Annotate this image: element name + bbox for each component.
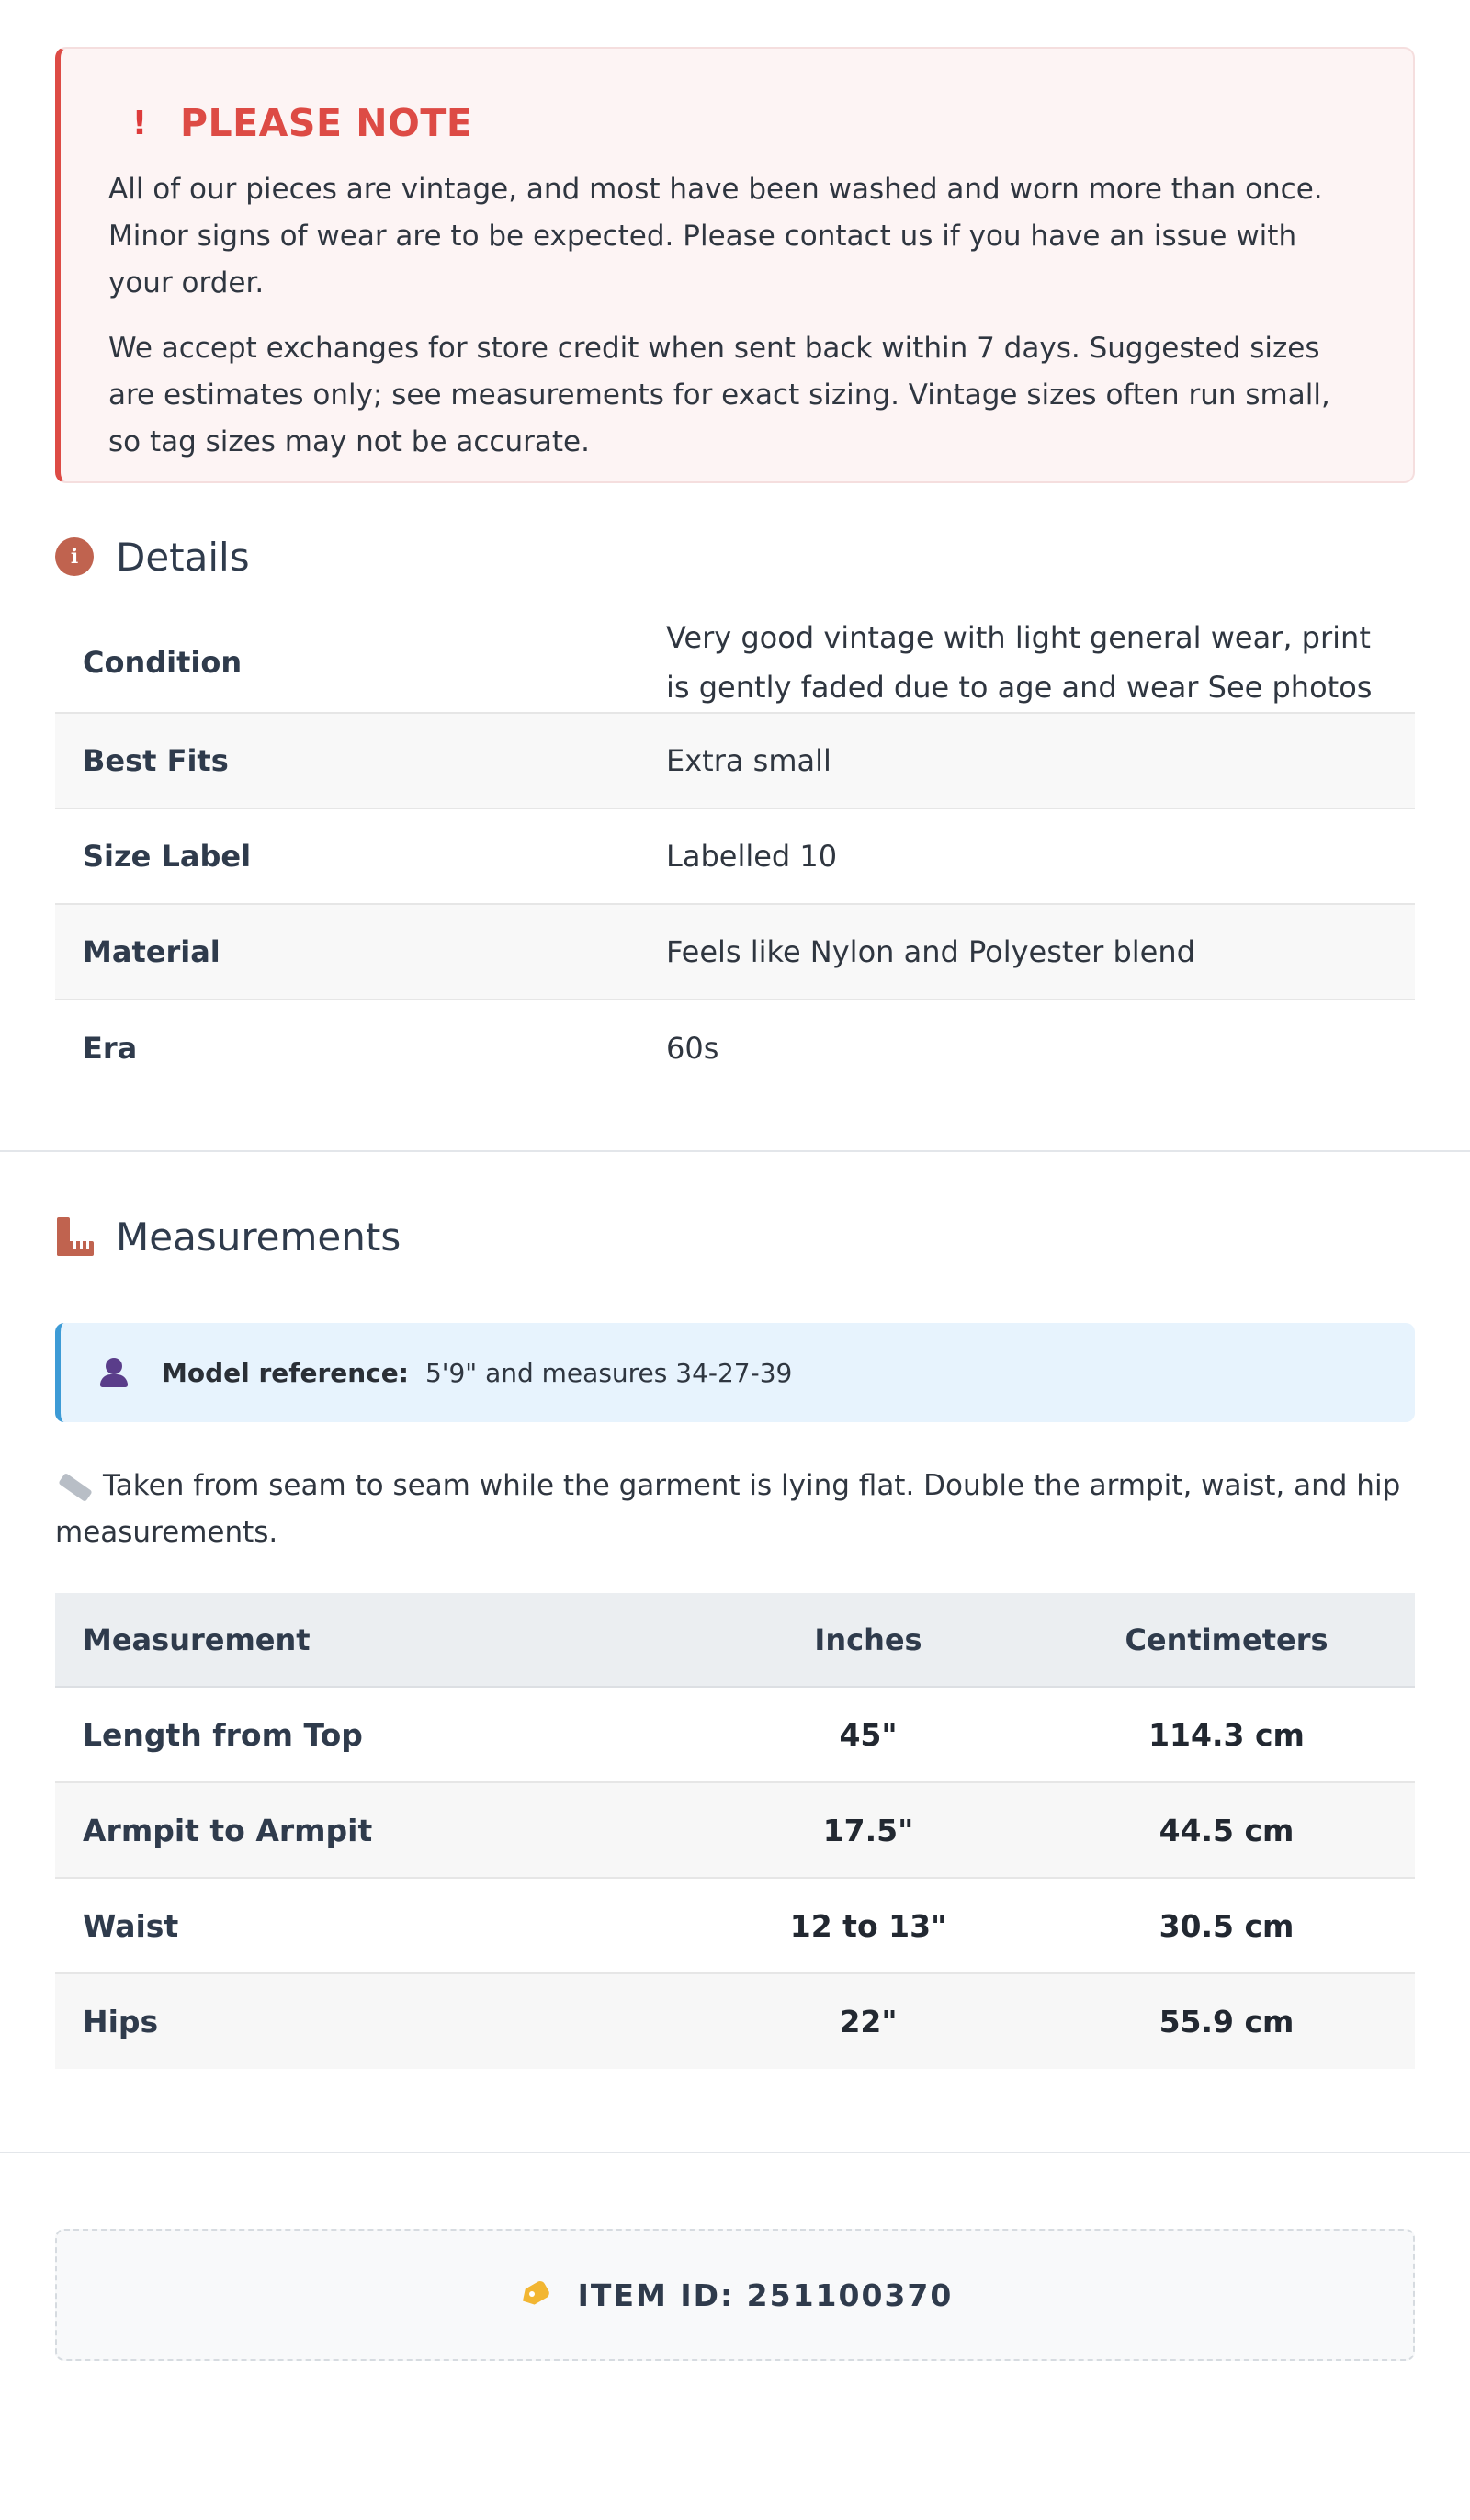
measurement-note bbox=[55, 1463, 1415, 1556]
measurement-inches: 17.5" bbox=[698, 1782, 1038, 1878]
table-header-row bbox=[55, 1593, 1415, 1687]
details-value: Labelled 10 bbox=[666, 839, 838, 874]
measurement-name: Waist bbox=[55, 1878, 698, 1973]
measurement-cm: 30.5 cm bbox=[1038, 1878, 1415, 1973]
please-note-box bbox=[55, 47, 1415, 483]
model-reference bbox=[55, 1323, 1415, 1422]
details-row-condition bbox=[55, 612, 1415, 713]
details-header bbox=[55, 529, 1415, 584]
item-id: ITEM ID: 251100370 bbox=[577, 2277, 954, 2313]
details-table bbox=[55, 612, 1415, 1095]
measurement-cm: 55.9 cm bbox=[1159, 2004, 1295, 2040]
person-icon bbox=[97, 1356, 130, 1389]
ruler-icon bbox=[55, 1217, 94, 1256]
measurement-note-text: Taken from seam to seam while the garment is lying flat. Double the armpit, waist, and hip measurements. bbox=[55, 1469, 1401, 1549]
section-divider bbox=[0, 1150, 1470, 1152]
details-label: Condition bbox=[83, 644, 243, 680]
table-row bbox=[55, 1782, 1415, 1878]
measurement-inches: 45" bbox=[698, 1687, 1038, 1782]
measurements-section bbox=[55, 1209, 1415, 2069]
table-row bbox=[55, 1878, 1415, 1973]
notice-paragraph: We accept exchanges for store credit when sent back within 7 days. Suggested sizes are estimates only; see measurements for exact sizing. Vintage sizes often run small, so tag sizes may not be accurate. bbox=[108, 332, 1330, 458]
measurements-title: Measurements bbox=[116, 1214, 401, 1260]
pencil-icon bbox=[58, 1472, 93, 1501]
model-reference-label: Model reference: bbox=[162, 1357, 409, 1388]
measurement-inches: 22" bbox=[839, 2004, 898, 2040]
details-label: Material bbox=[83, 934, 220, 969]
tag-icon bbox=[517, 2279, 554, 2311]
column-header-measurement: Measurement bbox=[55, 1593, 698, 1687]
details-row-era bbox=[55, 1000, 1415, 1095]
details-row-size-label bbox=[55, 808, 1415, 904]
section-divider bbox=[0, 2152, 1470, 2153]
details-title: Details bbox=[116, 534, 250, 580]
details-value: 60s bbox=[666, 1030, 719, 1066]
details-row-best-fits bbox=[55, 713, 1415, 808]
details-value: Feels like Nylon and Polyester blend bbox=[666, 934, 1195, 969]
column-header-centimeters: Centimeters bbox=[1038, 1593, 1415, 1687]
details-label: Size Label bbox=[83, 839, 252, 874]
details-section bbox=[55, 529, 1415, 1095]
details-label: Era bbox=[83, 1030, 138, 1066]
measurement-cm: 114.3 cm bbox=[1038, 1687, 1415, 1782]
table-row bbox=[55, 1973, 1415, 2069]
measurement-name: Hips bbox=[83, 2004, 159, 2040]
measurement-name: Length from Top bbox=[55, 1687, 698, 1782]
notice-paragraph: All of our pieces are vintage, and most have been washed and worn more than once. Minor signs of wear are to be expected. Please contact us if you have an issue with your order. bbox=[108, 173, 1323, 299]
item-id-box bbox=[55, 2229, 1415, 2361]
measurement-cm: 44.5 cm bbox=[1038, 1782, 1415, 1878]
measurements-table bbox=[55, 1593, 1415, 2069]
info-icon: i bbox=[55, 537, 94, 576]
measurement-inches: 12 to 13" bbox=[698, 1878, 1038, 1973]
details-label: Best Fits bbox=[83, 743, 229, 778]
details-row-material bbox=[55, 904, 1415, 1000]
notice-title: PLEASE NOTE bbox=[180, 101, 473, 145]
model-reference-value: 5'9" and measures 34-27-39 bbox=[424, 1357, 793, 1388]
exclamation-icon: ! bbox=[131, 104, 148, 142]
measurements-header bbox=[55, 1209, 1415, 1264]
measurement-name: Armpit to Armpit bbox=[55, 1782, 698, 1878]
notice-header bbox=[108, 100, 1367, 146]
details-value: Extra small bbox=[666, 743, 831, 778]
details-value: Very good vintage with light general wear, print is gently faded due to age and wear See photos bbox=[666, 619, 1373, 705]
column-header-inches: Inches bbox=[698, 1593, 1038, 1687]
table-row bbox=[55, 1687, 1415, 1782]
